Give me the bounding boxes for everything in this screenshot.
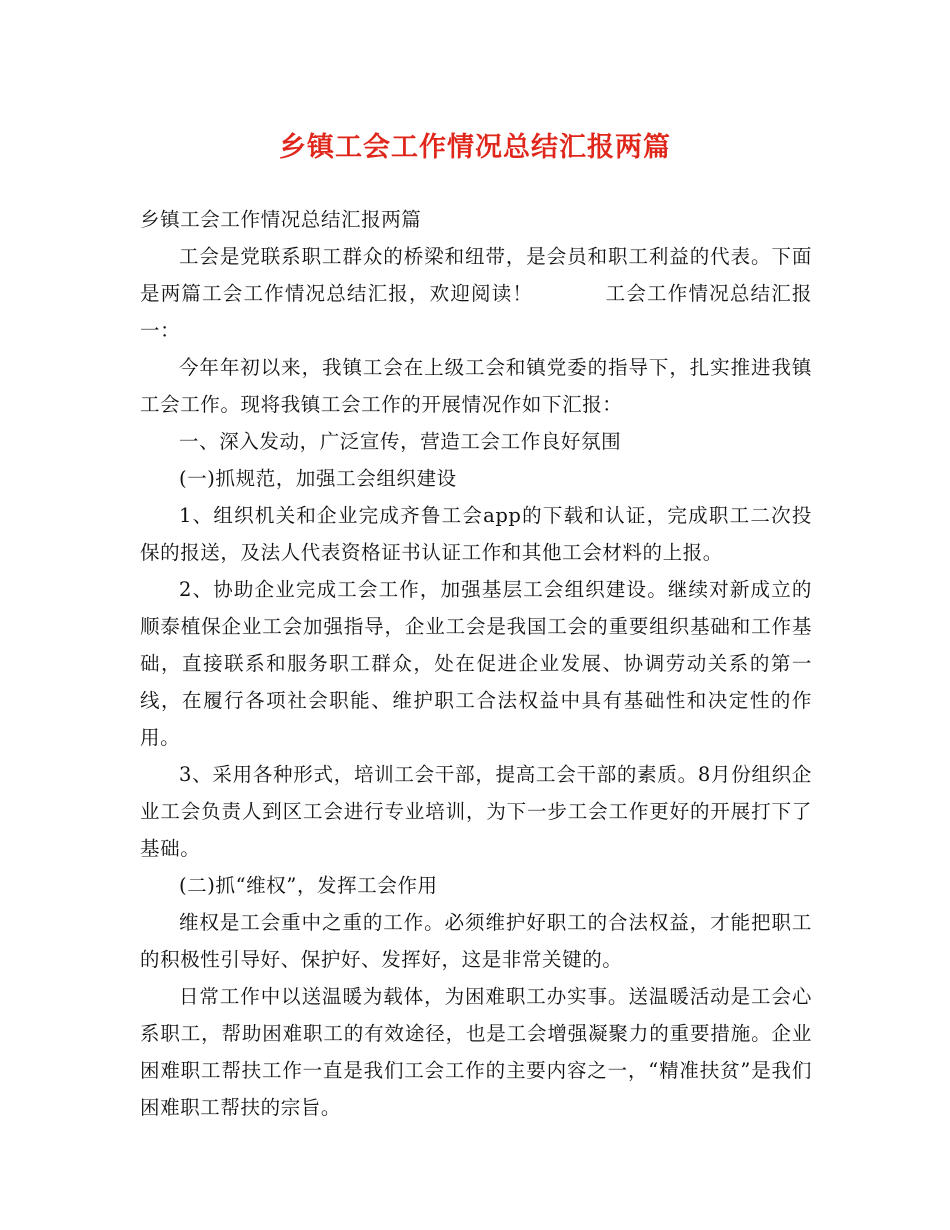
section-heading-1: 一、深入发动，广泛宣传，营造工会工作良好氛围 <box>179 430 622 453</box>
paragraph-item-1: 1、组织机关和企业完成齐鲁工会app的下载和认证，完成职工二次投保的报送，及法人代表资格证书认证工作和其他工会材料的上报。 <box>140 504 812 564</box>
paragraph-item-3: 3、采用各种形式，培训工会干部，提高工会干部的素质。8月份组织企业工会负责人到区工会进行专业培训，为下一步工会工作更好的开展打下了基础。 <box>140 763 812 860</box>
document-body <box>140 201 812 1126</box>
document-subtitle: 乡镇工会工作情况总结汇报两篇 <box>140 208 422 231</box>
subsection-heading-2: (二)抓“维权”，发挥工会作用 <box>179 874 438 897</box>
intro-paragraph <box>140 238 812 349</box>
subsection-heading-1: (一)抓规范，加强工会组织建设 <box>179 467 457 490</box>
paragraph-warmth: 日常工作中以送温暖为载体，为困难职工办实事。送温暖活动是工会心系职工，帮助困难职工的有效途径，也是工会增强凝聚力的重要措施。企业困难职工帮扶工作一直是我们工会工作的主要内容之一，“精准扶贫”是我们困难职工帮扶的宗旨。 <box>140 985 812 1119</box>
paragraph-1: 今年年初以来，我镇工会在上级工会和镇党委的指导下，扎实推进我镇工会工作。现将我镇工会工作的开展情况作如下汇报： <box>140 356 812 416</box>
intro-text: 工会是党联系职工群众的桥梁和纽带，是会员和职工利益的代表。下面是两篇工会工作情况总结汇报，欢迎阅读！ <box>140 245 812 305</box>
paragraph-item-2: 2、协助企业完成工会工作，加强基层工会组织建设。继续对新成立的顺泰植保企业工会加强指导，企业工会是我国工会的重要组织基础和工作基础，直接联系和服务职工群众，处在促进企业发展、协调劳动关系的第一线，在履行各项社会职能、维护职工合法权益中具有基础性和决定性的作用。 <box>140 578 812 749</box>
report-one-heading: 工会工作情况总结汇报一： <box>140 282 812 342</box>
paragraph-rights: 维权是工会重中之重的工作。必须维护好职工的合法权益，才能把职工的积极性引导好、保护好、发挥好，这是非常关键的。 <box>140 911 812 971</box>
document-title: 乡镇工会工作情况总结汇报两篇 <box>279 132 671 163</box>
